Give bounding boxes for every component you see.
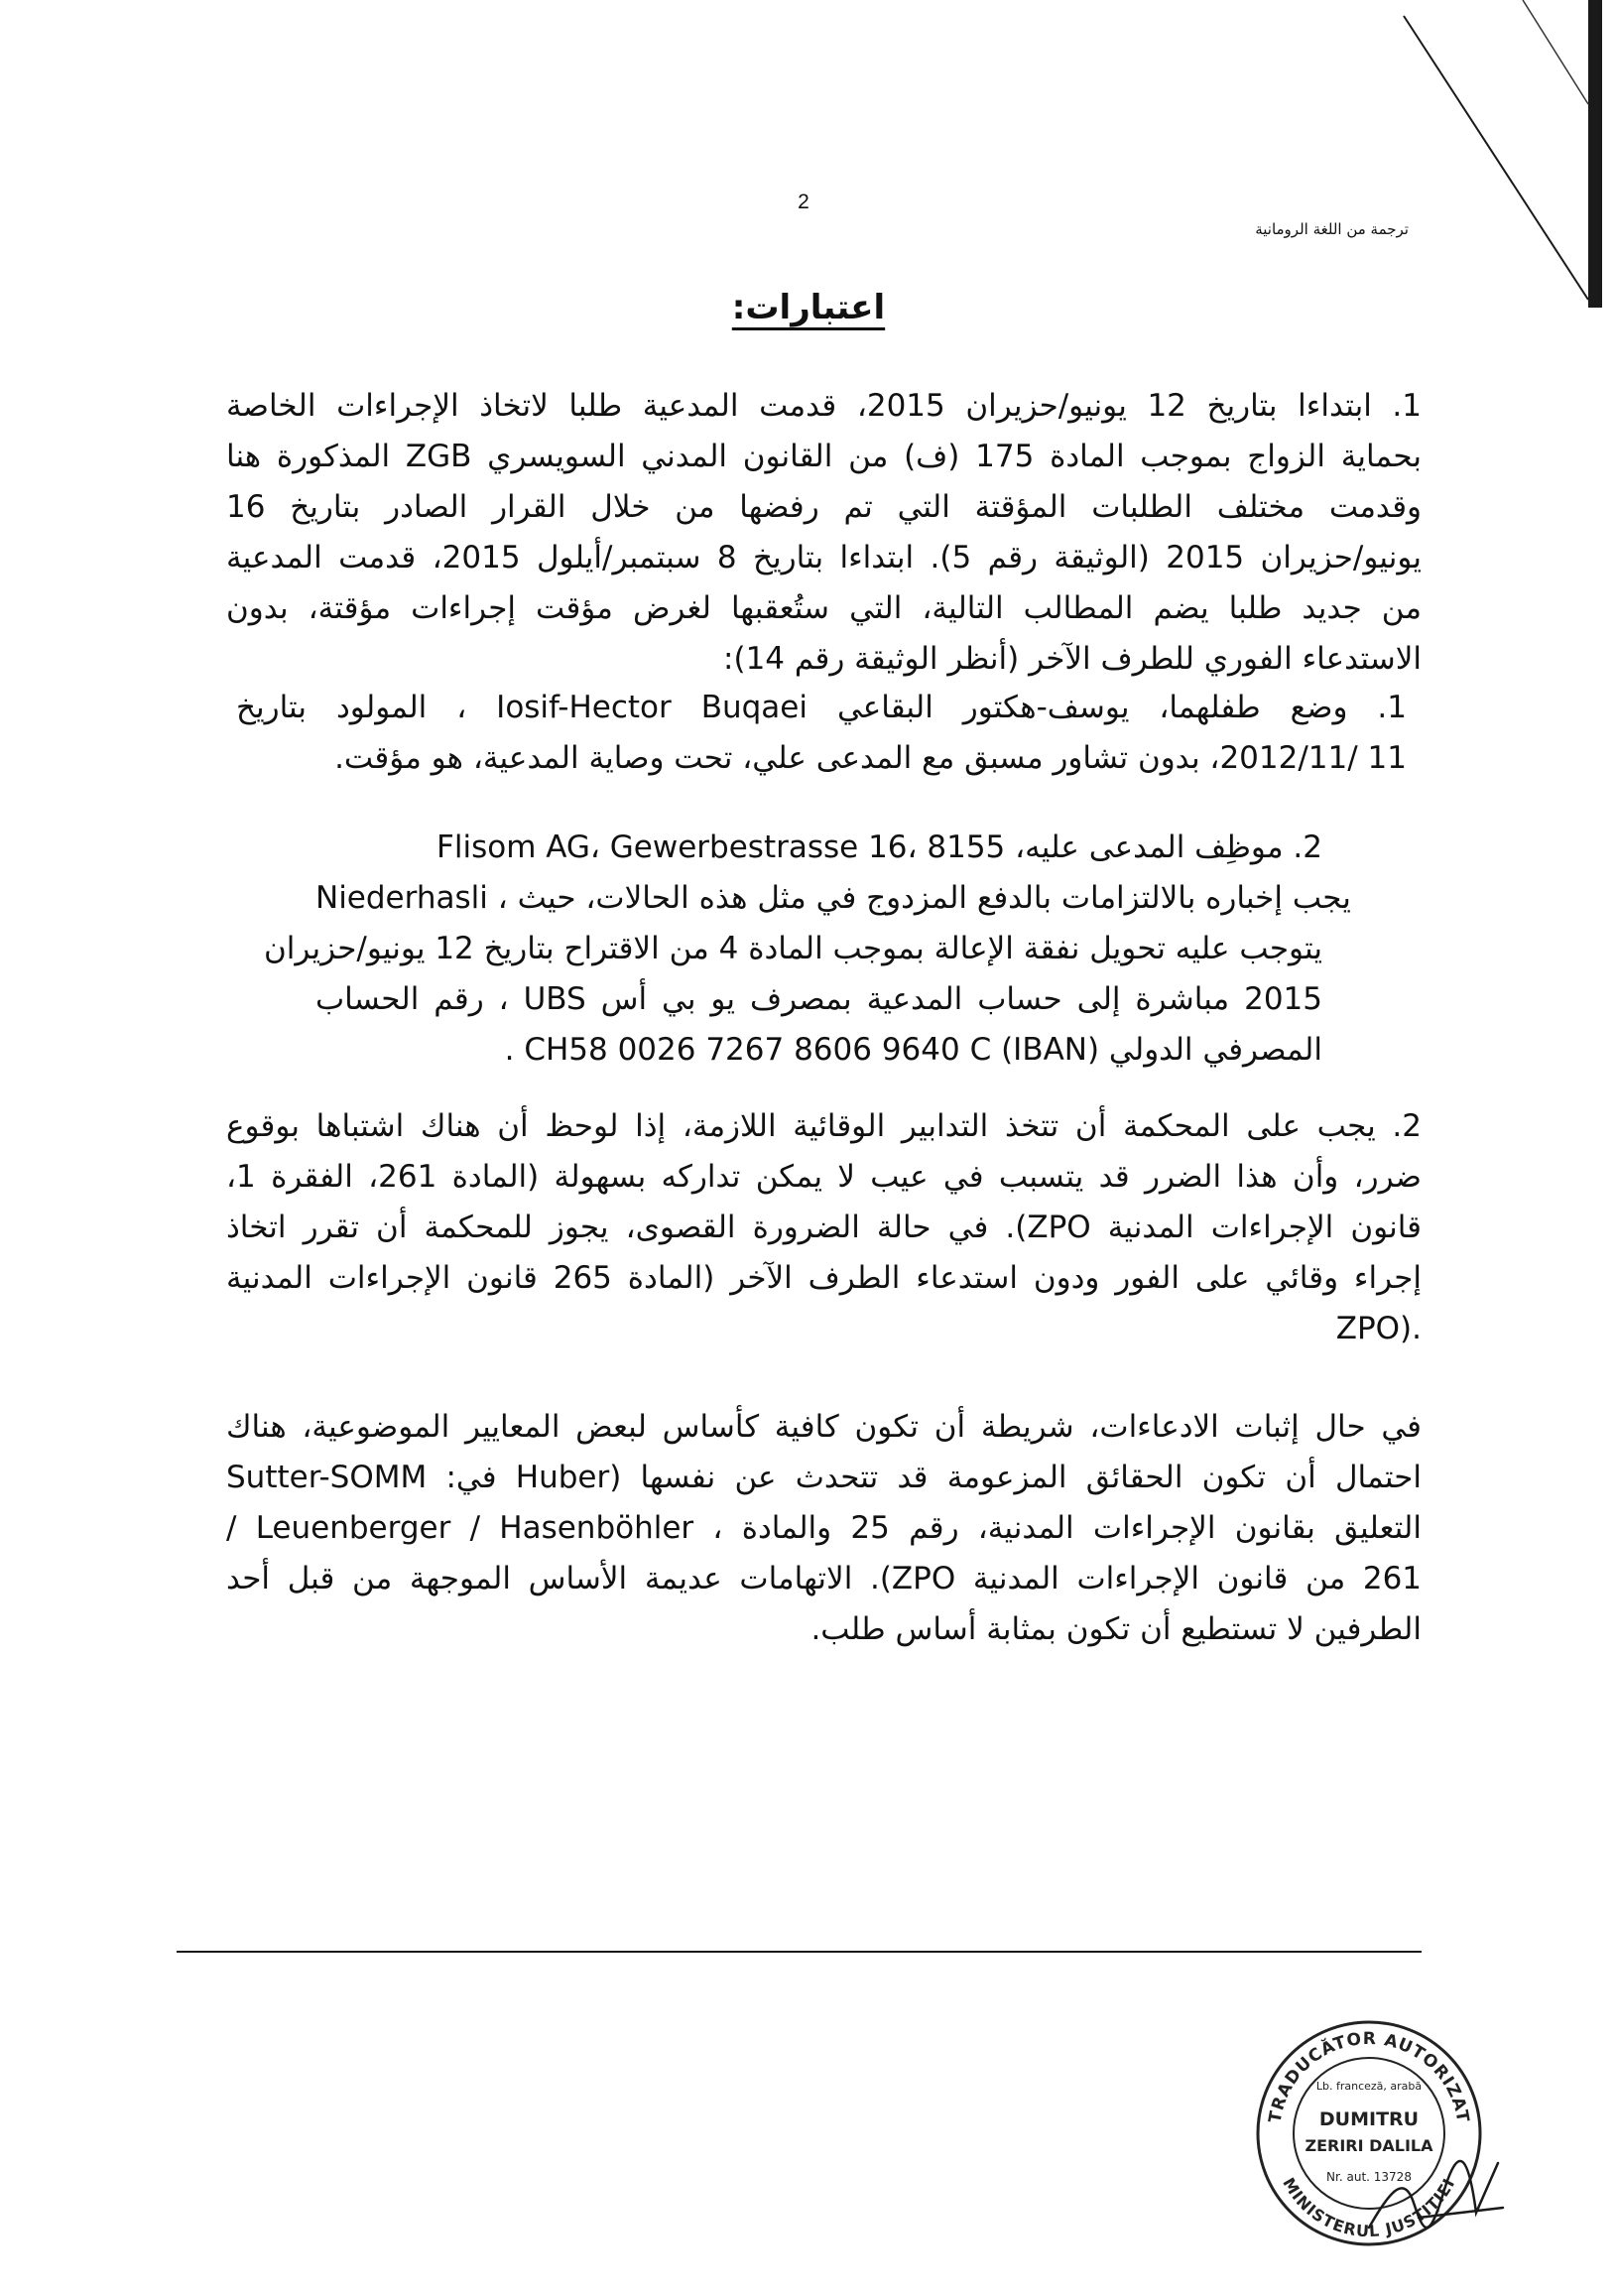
paragraph-1 (226, 381, 1422, 685)
paragraph-3-line: احتمال أن تكون الحقائق المزعومة قد تتحدث عن نفسها (Huber في: Sutter-SOMM (226, 1460, 1422, 1495)
paragraph-1-line: من جديد طلبا يضم المطالب التالية، التي ستُعقبها لغرض مؤقت إجراءات مؤقتة، بدون (226, 590, 1422, 626)
paragraph-2-line: إجراء وقائي على الفور ودون استدعاء الطرف الآخر (المادة 265 قانون الإجراءات المدنية (226, 1260, 1422, 1296)
request-item-2-line: 2. موظِف المدعى عليه، Flisom AG، Gewerbestrasse 16، 8155 (436, 829, 1322, 865)
request-item-1-line: 1. وضع طفلهما، يوسف-هكتور البقاعي Iosif-Hector Buqaei ، المولود بتاريخ (236, 690, 1407, 725)
seal-top-text: TRADUCĂTOR AUTORIZAT (1265, 2028, 1473, 2125)
section-heading (595, 288, 1022, 327)
seal-name-line-2: ZERIRI DALILA (1305, 2136, 1433, 2155)
paragraph-2 (226, 1101, 1422, 1354)
corner-fold-mark (1404, 0, 1602, 308)
handwritten-signature (1359, 2133, 1508, 2252)
request-item-2-line: 2015 مباشرة إلى حساب المدعية بمصرف يو بي أس UBS ، رقم الحساب (315, 981, 1322, 1017)
paragraph-1-line: يونيو/حزيران 2015 (الوثيقة رقم 5). ابتداءا بتاريخ 8 سبتمبر/أيلول 2015، قدمت المدعية (226, 540, 1423, 575)
seal-authorization-number: Nr. aut. 13728 (1326, 2170, 1412, 2184)
page-number: 2 (798, 191, 809, 213)
seal-bottom-text: MINISTERUL JUSTIȚIEI (1279, 2174, 1459, 2241)
request-item-2-line: يتوجب عليه تحويل نفقة الإعالة بموجب المادة 4 من الاقتراح بتاريخ 12 يونيو/حزيران (264, 931, 1322, 966)
translation-note: ترجمة من اللغة الرومانية (1255, 220, 1409, 238)
paragraph-1-line: بحماية الزواج بموجب المادة 175 (ف) من القانون المدني السويسري ZGB المذكورة هنا (226, 439, 1422, 474)
request-item-1-line: 11 /2012/11، بدون تشاور مسبق مع المدعى علي، تحت وصاية المدعية، هو مؤقت. (334, 740, 1407, 776)
request-item-2-line: Niederhasli ، يجب إخباره بالالتزامات بالدفع المزدوج في مثل هذه الحالات، حيث (315, 880, 1351, 916)
paragraph-2-line: 2. يجب على المحكمة أن تتخذ التدابير الوقائية اللازمة، إذا لوحظ أن هناك اشتباها بوقوع (226, 1108, 1422, 1144)
paragraph-3-line: في حال إثبات الادعاءات، شريطة أن تكون كافية كأساس لبعض المعايير الموضوعية، هناك (226, 1409, 1422, 1445)
request-item-1 (236, 683, 1407, 784)
section-heading-text: اعتبارات: (731, 288, 886, 327)
paragraph-3-line: 261 من قانون الإجراءات المدنية ZPO). الاتهامات عديمة الأساس الموجهة من قبل أحد (226, 1561, 1423, 1596)
paragraph-1-line: 1. ابتداءا بتاريخ 12 يونيو/حزيران 2015، قدمت المدعية طلبا لاتخاذ الإجراءات الخاصة (226, 388, 1423, 424)
paragraph-1-line: الاستدعاء الفوري للطرف الآخر (أنظر الوثيقة رقم 14): (723, 641, 1422, 677)
paragraph-1-line: وقدمت مختلف الطلبات المؤقتة التي تم رفضها من خلال القرار الصادر بتاريخ 16 (226, 489, 1422, 525)
footer-rule (177, 1951, 1422, 1953)
request-item-2 (264, 823, 1351, 1076)
paragraph-2-line: ضرر، وأن هذا الضرر قد يتسبب في عيب لا يمكن تداركه بسهولة (المادة 261، الفقرة 1، (226, 1159, 1422, 1195)
paragraph-3-line: / Leuenberger / Hasenböhler ، التعليق بقانون الإجراءات المدنية، رقم 25 والمادة (226, 1510, 1422, 1546)
paragraph-2-line: قانون الإجراءات المدنية ZPO). في حالة الضرورة القصوى، يجوز للمحكمة أن تقرر اتخاذ (226, 1210, 1423, 1245)
paragraph-3 (226, 1402, 1422, 1655)
paragraph-3-line: الطرفين لا تستطيع أن تكون بمثابة أساس طلب. (810, 1611, 1422, 1647)
paragraph-2-line: ZPO). (1335, 1311, 1422, 1346)
seal-name-line-1: DUMITRU (1318, 2108, 1420, 2130)
request-item-2-line: المصرفي الدولي (IBAN) CH58 0026 7267 8606 9640 C . (504, 1032, 1322, 1068)
seal-languages-text: Lb. franceză, arabă (1315, 2080, 1423, 2093)
